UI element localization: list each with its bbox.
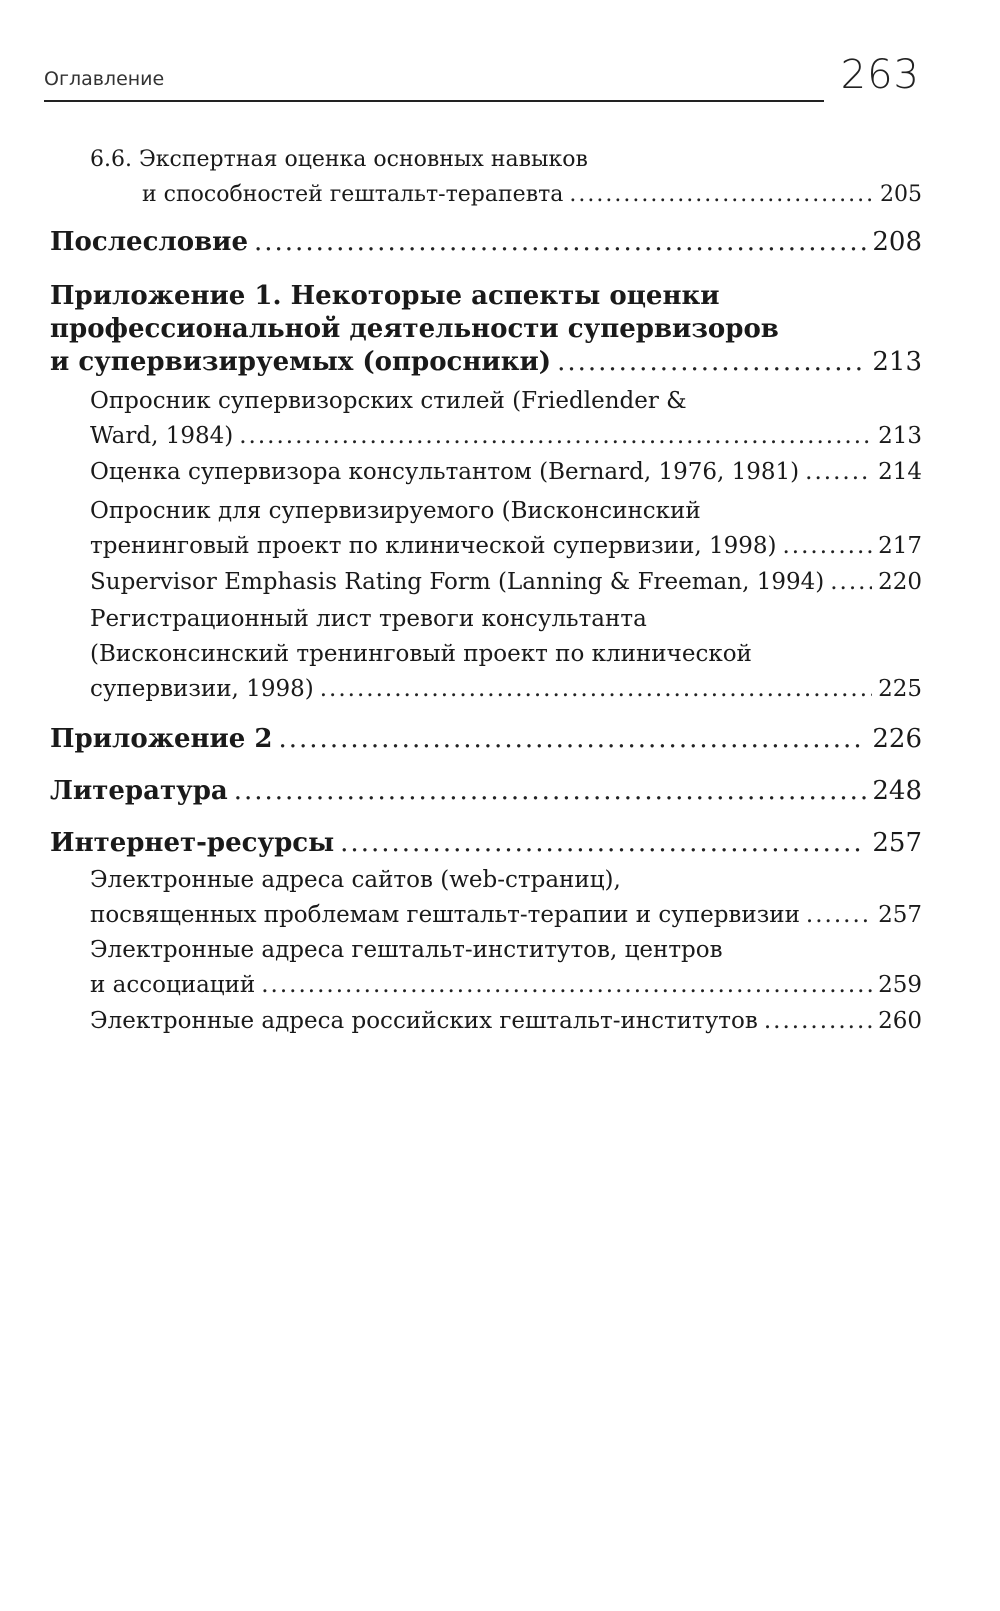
toc-entry-title: Оценка супервизора консультантом (Bernard, 1976, 1981) [90,459,800,485]
toc-page-number: 248 [872,776,922,806]
toc-page-number: 225 [878,676,922,702]
toc-entry-title: Ward, 1984) [90,423,234,449]
toc-entry-supervisor-assessment [90,455,922,490]
dot-leader [569,177,874,212]
toc-entry-appendix-1 [50,280,922,379]
toc-entry-afterword [50,226,922,259]
header-rule [44,100,824,102]
toc-entry-title: Интернет-ресурсы [50,828,335,858]
toc-entry-title: Литература [50,776,228,806]
toc-entry-title: Электронные адреса российских гештальт-институтов [90,1008,758,1034]
dot-leader [557,346,866,379]
toc-entry-title: Электронные адреса сайтов (web-страниц), [90,867,621,893]
dot-leader [261,968,872,1003]
toc-entry-6-6 [90,142,922,212]
dot-leader [340,827,866,860]
dot-leader [279,723,867,756]
toc-entry-title: Регистрационный лист тревоги консультанта [90,606,647,632]
dot-leader [806,898,872,933]
dot-leader [764,1004,872,1039]
running-title: Оглавление [44,68,165,90]
toc-entry-supervisor-styles [90,384,922,454]
page-header [44,52,920,106]
toc-page-number: 226 [872,724,922,754]
toc-page-number: 214 [878,459,922,485]
toc-entry-title: и супервизируемых (опросники) [50,347,552,377]
toc-entry-title: тренинговый проект по клинической супервизии, 1998) [90,533,777,559]
toc-entry-literature [50,775,922,808]
toc-entry-title: посвященных проблемам гештальт-терапии и супервизии [90,902,800,928]
toc-page-number: 205 [880,182,922,207]
dot-leader [234,775,867,808]
toc-page-number: 259 [878,972,922,998]
toc-entry-title: Приложение 2 [50,724,273,754]
toc-page-number: 257 [878,902,922,928]
toc-entry-title: Послесловие [50,227,248,257]
toc-entry-title: Опросник для супервизируемого (Висконсинский [90,498,701,524]
toc-entry-title: супервизии, 1998) [90,676,314,702]
dot-leader [320,672,872,707]
dot-leader [254,226,866,259]
toc-entry-title: Электронные адреса гештальт-институтов, центров [90,937,723,963]
toc-entry-appendix-2 [50,723,922,756]
toc-page-number: 213 [878,423,922,449]
toc-entry-title: Приложение 1. Некоторые аспекты оценки [50,281,720,311]
toc-page-number: 257 [872,828,922,858]
toc-entry-supervisee-questionnaire [90,494,922,564]
dot-leader [805,455,872,490]
toc-entry-title: профессиональной деятельности супервизоров [50,314,779,344]
toc-entry-title: и ассоциаций [90,972,256,998]
toc-page-number: 213 [872,347,922,377]
toc-page-number: 220 [878,569,922,595]
toc-entry-web-sites [90,863,922,933]
toc-entry-institutes [90,933,922,1003]
toc-page-number: 217 [878,533,922,559]
dot-leader [782,529,872,564]
toc-entry-title: и способностей гештальт-терапевта [142,182,564,207]
toc-entry-title: Опросник супервизорских стилей (Friedlender & [90,388,687,414]
toc-entry-anxiety-sheet [90,602,922,707]
toc-entry-emphasis-rating-form [90,565,922,600]
toc-page-number: 260 [878,1008,922,1034]
toc-entry-title: Supervisor Emphasis Rating Form (Lanning & Freeman, 1994) [90,569,825,595]
toc-entry-title: (Висконсинский тренинговый проект по клинической [90,641,752,667]
dot-leader [239,419,872,454]
toc-entry-russian-institutes [90,1004,922,1039]
page-number: 263 [840,52,920,98]
dot-leader [830,565,872,600]
toc-entry-title: 6.6. Экспертная оценка основных навыков [90,147,588,172]
toc-page-number: 208 [872,227,922,257]
toc-entry-internet-resources [50,827,922,860]
